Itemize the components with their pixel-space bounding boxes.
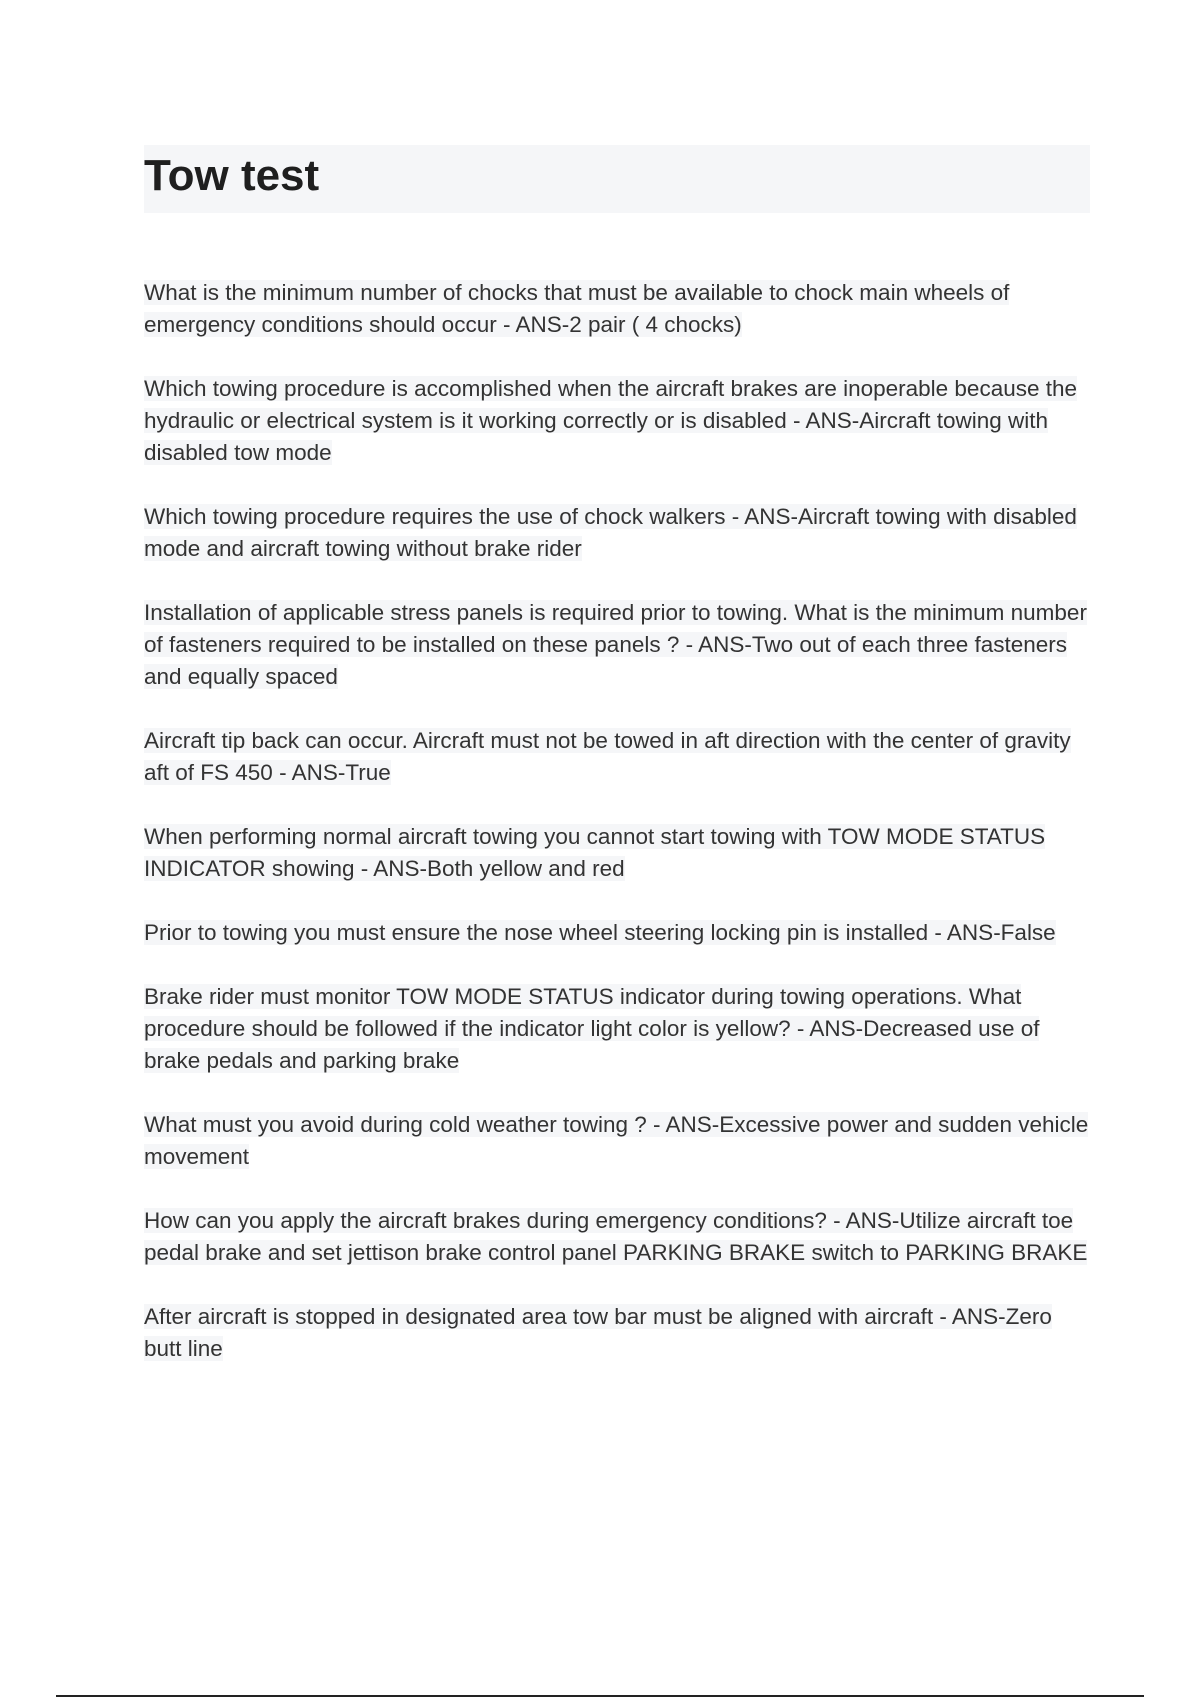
question-item-10 [144,1205,1090,1269]
question-text: Which towing procedure requires the use of chock walkers - ANS-Aircraft towing with disabled mode and aircraft towing without brake rider [144,504,1077,561]
question-item-2 [144,373,1090,469]
question-item-7 [144,917,1090,949]
question-text: What must you avoid during cold weather towing ? - ANS-Excessive power and sudden vehicle movement [144,1112,1089,1169]
question-item-11 [144,1301,1090,1365]
question-item-8 [144,981,1090,1077]
question-text: Prior to towing you must ensure the nose wheel steering locking pin is installed - ANS-False [144,920,1056,945]
question-text: After aircraft is stopped in designated area tow bar must be aligned with aircraft - ANS-Zero butt line [144,1304,1052,1361]
footer-divider [56,1695,1144,1697]
question-text: Aircraft tip back can occur. Aircraft must not be towed in aft direction with the center of gravity aft of FS 450 - ANS-True [144,728,1071,785]
question-text: Brake rider must monitor TOW MODE STATUS indicator during towing operations. What procedure should be followed if the indicator light color is yellow? - ANS-Decreased use of brake pedals and parking brake [144,984,1040,1073]
question-item-6 [144,821,1090,885]
title-block [144,145,1090,213]
question-item-3 [144,501,1090,565]
question-text: What is the minimum number of chocks that must be available to chock main wheels of emergency conditions should occur - ANS-2 pair ( 4 chocks) [144,280,1010,337]
question-list [144,277,1090,1365]
question-text: Which towing procedure is accomplished when the aircraft brakes are inoperable because the hydraulic or electrical system is it working correctly or is disabled - ANS-Aircraft towing with disabled tow mode [144,376,1078,465]
question-item-5 [144,725,1090,789]
document-title: Tow test [144,151,320,200]
question-item-9 [144,1109,1090,1173]
question-text: When performing normal aircraft towing you cannot start towing with TOW MODE STATUS INDICATOR showing - ANS-Both yellow and red [144,824,1046,881]
question-text: How can you apply the aircraft brakes during emergency conditions? - ANS-Utilize aircraft toe pedal brake and set jettison brake control panel PARKING BRAKE switch to PARKING BRAKE [144,1208,1088,1265]
question-text: Installation of applicable stress panels is required prior to towing. What is the minimum number of fasteners required to be installed on these panels ? - ANS-Two out of each three fasteners and equally spaced [144,600,1087,689]
question-item-4 [144,597,1090,693]
document-page [144,145,1090,1397]
question-item-1 [144,277,1090,341]
